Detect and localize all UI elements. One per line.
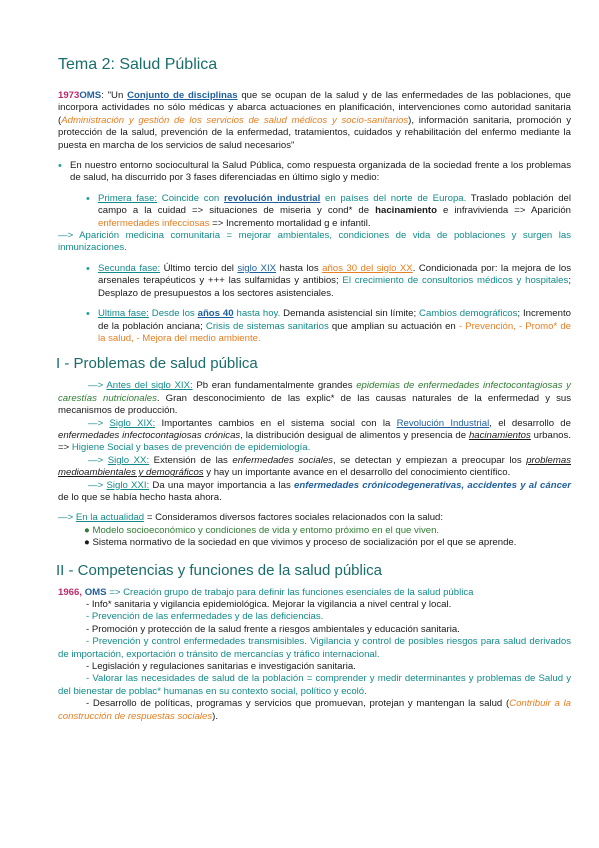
fase-2-crecimiento: El crecimiento de consultorios médicos y hospitales: [342, 275, 569, 287]
s1-actualidad: [58, 512, 571, 524]
s1-arrow-2: —>: [88, 417, 110, 429]
section-2-title: II - Competencias y funciones de la salud pública: [56, 561, 383, 579]
s1-infecto: enfermedades infectocontagiosas crónicas: [58, 429, 241, 441]
s1-xx-text-1: Extensión de las: [149, 454, 233, 466]
s1-xxi-text-1: Da una mayor importancia a las: [149, 479, 294, 491]
fase-2-text-5: ; Desplazo de presupuestos a los sectores asistenciales.: [98, 275, 571, 299]
fase-1-text-3: Traslado población del campo a la cuidad => situaciones de miseria y cond* de: [98, 192, 572, 217]
s2-item-1: - Info* sanitaria y vigilancia epidemiológica. Mejorar la vigilancia a nivel central y local.: [86, 599, 452, 610]
intro-text-2: que se ocupan de la salud y de las enfermedades de las poblaciones, que incorpora actividades no sólo médicas y abarca actuaciones en planificación, intervenciones como autoridad sanitaria (: [58, 90, 572, 126]
s1-revolucion: Revolución Industrial: [396, 417, 490, 429]
intro-oms: OMS: [79, 90, 102, 101]
s1-xx-text-3: y hay un importante avance en el desarrollo del conocimiento científico.: [203, 467, 511, 479]
fase-2: [86, 263, 571, 300]
intro-conjunto: Conjunto de disciplinas: [127, 90, 238, 101]
fase-1-revolucion: revolución industrial: [223, 192, 321, 204]
s1-actualidad-label: En la actualidad: [75, 512, 145, 524]
s2-item-4: - Prevención y control enfermedades transmisibles. Vigilancia y control de posibles riesgos para salud derivados de importación, exportación o tránsito de mercancías y tráfico internacional.: [58, 636, 571, 660]
s1-arrow-3: —>: [88, 454, 108, 466]
s2-item-7-text-1: - Desarrollo de políticas, programas y servicios que promuevan, protejan y mantengan la salud (: [86, 698, 510, 710]
fase-3-text-2: hasta hoy.: [233, 308, 281, 320]
fase-3-cambios: Cambios demográficos: [419, 308, 518, 320]
s2-item-7-respuestas: Contribuir a la construcción de respuestas sociales: [58, 698, 571, 722]
fase-2-siglo: siglo XIX: [237, 262, 277, 274]
s2-item-5: - Legislación y regulaciones sanitarias e investigación sanitaria.: [86, 661, 356, 673]
s1-xx-text-2: , se detectan y empiezan a preocupar los: [332, 454, 527, 466]
fase-2-text-1: Último tercio del: [160, 262, 238, 274]
s1-siglo-xix: [58, 418, 571, 455]
s1-epidemias: epidemias de enfermedades infectocontagiosas y carestías nutricionales: [58, 380, 571, 404]
fase-1-text-4: e infravivienda => Aparición: [436, 205, 572, 217]
s2-year: 1966: [58, 586, 80, 598]
s1-xx-label: Siglo XX:: [107, 454, 150, 466]
s1-arrow-5: —>: [58, 512, 76, 524]
page-title: Tema 2: Salud Pública: [58, 56, 218, 73]
fase-1-hacinamiento: hacinamiento: [375, 205, 437, 217]
fase-2-anos: años 30 del siglo XX: [322, 262, 413, 274]
intro-admin: Administración y gestión de los servicios de salud médicos y socio-sanitarios: [61, 114, 409, 126]
s2-item-6: - Valorar las necesidades de salud de la población = comprender y medir determinantes y problemas de Salud y del bienestar de poblac* humanas en su contexto social, político y ecoló.: [58, 673, 571, 697]
fase-3-text-3: Demanda asistencial sin límite;: [280, 308, 420, 320]
phases-intro: • En nuestro entorno sociocultural la Salud Pública, como respuesta organizada de la sociedad frente a los problemas de salud, ha discurrido por 3 fases diferenciadas en último siglo y medio:: [58, 160, 571, 185]
s1-antes: [58, 380, 571, 417]
s1-factor-1: ● Modelo socioeconómico y condiciones de vida y entorno próximo en el que viven.: [84, 524, 440, 536]
fase-3-prevencion: - Prevención, - Promo* de la salud, - Mejora del medio ambiente.: [98, 320, 571, 344]
s1-xix-text-1: Importantes cambios en el sistema social con la: [155, 417, 397, 429]
fase-3-text-5: ; Incremento de la población anciana;: [98, 308, 571, 332]
s1-factores-list: [58, 525, 571, 550]
s1-factor-2: ● Sistema normativo de la sociedad en que vivimos y proceso de socialización por el que se aprende.: [84, 537, 517, 549]
section-1-title: I - Problemas de salud pública: [56, 355, 258, 373]
fase-1-text-1: Coincide con: [157, 192, 224, 204]
fase-2-text-3: . Condicionada por: la mejora de los arsenales terapéuticos y +++ las sulfamidas y antibios;: [98, 262, 572, 287]
s1-xxi-label: Siglo XXI:: [106, 479, 150, 491]
fase-2-text-2: hasta los: [276, 262, 323, 274]
s1-cronicas: enfermedades crónicodegenerativas, accidentes y al cáncer: [294, 479, 571, 491]
fase-1-enfermedades: enfermedades infecciosas: [98, 217, 210, 229]
s2-item-7: [58, 698, 571, 723]
intro-text-1: : "Un: [101, 90, 128, 101]
s1-arrow-4: —>: [88, 479, 107, 491]
intro-paragraph: [58, 90, 571, 152]
s2-item-7-text-2: ).: [212, 710, 218, 722]
s1-antes-text-2: . Gran desconocimiento de las explic* de las causas naturales de la enfermedad y sus mecanismos de producción.: [58, 392, 572, 417]
fase-3: [86, 308, 571, 345]
intro-year: 1973: [58, 90, 80, 101]
s1-actualidad-text: = Consideramos diversos factores sociales relacionados con la salud:: [144, 512, 444, 524]
s1-sociales: enfermedades sociales: [232, 454, 333, 466]
s1-siglo-xx: [58, 455, 571, 480]
s1-medioambientales: problemas medioambientales y demográficos: [58, 454, 572, 479]
fase-3-text-1: Desde los: [148, 308, 198, 320]
s1-higiene: Higiene Social y bases de prevención de epidemiología.: [71, 442, 311, 454]
fase-3-crisis: Crisis de sistemas sanitarios: [205, 320, 329, 332]
fase-1-medicina: —> Aparición medicina comunitaria = mejorar ambientales, condiciones de vida de poblaciones y surgen las inmunizaciones.: [58, 230, 571, 254]
intro-text-3: ), información sanitaria, promoción y protección de la salud, prevención de la enfermedad, tratamientos, cuidados y rehabilitación del enfermo mediante la puesta en marcha de los servicios de salud necesarios": [58, 114, 571, 151]
s2-item-2: - Prevención de las enfermedades y de las deficiencias.: [86, 611, 324, 623]
fase-1-text-2: en países del norte de Europa.: [320, 192, 467, 204]
s2-lead-text: => Creación grupo de trabajo para definir las funciones esenciales de la salud pública: [106, 586, 474, 598]
s2-item-3: - Promoción y protección de la salud frente a riesgos ambientales y educación sanitaria.: [86, 623, 460, 635]
fase-3-text-7: que amplian su actuación en: [328, 320, 459, 332]
s1-siglo-xxi: [58, 480, 571, 505]
fase-3-label: Ultima fase:: [98, 308, 149, 320]
s2-oms: OMS: [84, 586, 107, 598]
fase-1-label: Primera fase:: [98, 192, 158, 204]
s1-xix-text-4: urbanos. =>: [58, 429, 571, 454]
fase-1-text-5: => Incremento mortalidad g e infantil.: [209, 217, 371, 229]
s1-xix-label: Siglo XIX:: [109, 417, 156, 429]
fase-1: [86, 193, 571, 230]
s1-hacinamientos: hacinamientos: [468, 429, 531, 441]
s1-xix-text-3: , la distribución desigual de alimentos y presencia de: [240, 429, 469, 441]
fase-2-label: Secunda fase:: [98, 262, 161, 274]
s2-lead: 1966, OMS => Creación grupo de trabajo para definir las funciones esenciales de la salud pública: [58, 586, 474, 598]
s1-xxi-text-2: de lo que se había hecho hasta ahora.: [58, 491, 222, 503]
s1-xix-text-2: , el desarrollo de: [489, 417, 571, 429]
s1-antes-label: Antes del siglo XIX:: [106, 380, 193, 392]
fase-3-anos: años 40: [197, 308, 234, 320]
s1-arrow-1: —>: [88, 380, 107, 392]
s1-antes-text-1: Pb eran fundamentalmente grandes: [192, 380, 357, 392]
